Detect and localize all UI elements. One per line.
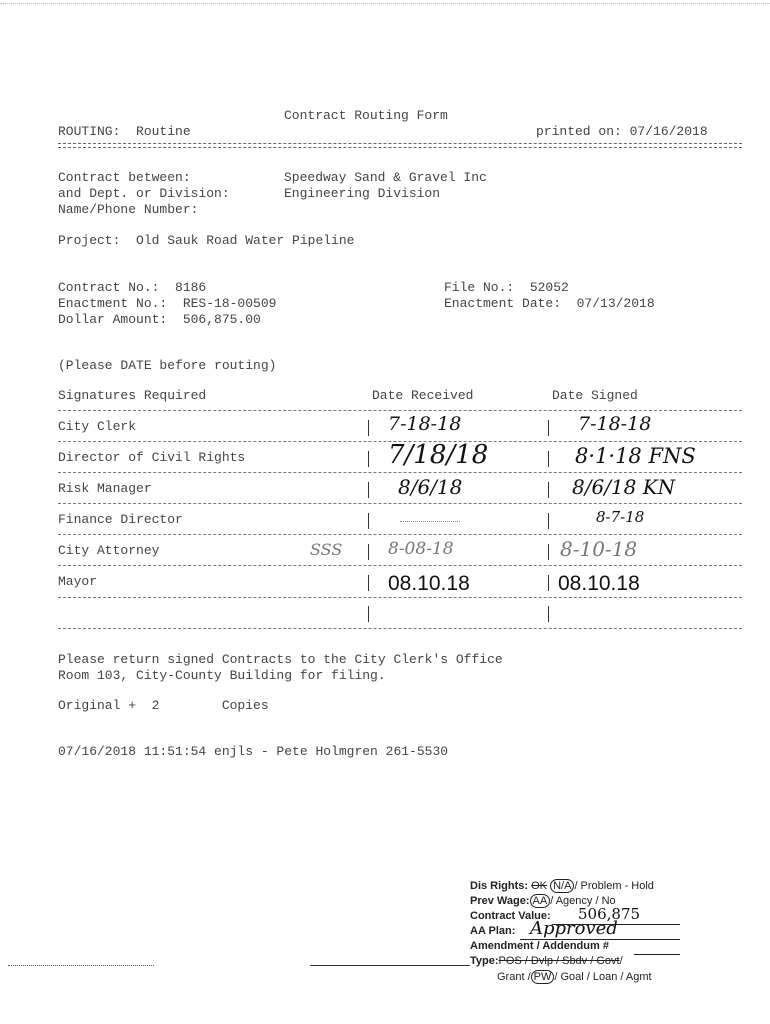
column-separator [548, 606, 549, 622]
division-label: and Dept. or Division: [58, 186, 230, 201]
date-signed-handwritten: 8-10-18 [560, 537, 638, 561]
column-separator [548, 451, 549, 467]
contract-between-value: Speedway Sand & Gravel Inc [284, 170, 487, 185]
bottom-left-line [8, 965, 154, 966]
file-number: File No.: 52052 [444, 280, 569, 295]
received-stamp-faint [400, 521, 460, 527]
initials-faint: SSS [310, 540, 343, 559]
column-separator [548, 544, 549, 560]
routing-type: ROUTING: Routine [58, 124, 191, 139]
col-signatures: Signatures Required [58, 388, 207, 403]
project-line: Project: Old Sauk Road Water Pipeline [58, 233, 355, 248]
row-divider [58, 472, 742, 473]
date-received-handwritten: 7/18/18 [388, 440, 489, 470]
amendment-line [470, 940, 609, 952]
contract-value-handwritten: 506,875 [578, 905, 641, 923]
dis-ok: OK [531, 880, 548, 892]
grant-line [497, 971, 652, 983]
column-separator [368, 606, 369, 622]
column-separator [368, 420, 369, 436]
dis-na-circled: N/A [550, 879, 574, 893]
amendment-underline [634, 954, 680, 955]
row-divider [58, 503, 742, 504]
contract-number: Contract No.: 8186 [58, 280, 207, 295]
return-instructions-1: Please return signed Contracts to the City Clerk's Office [58, 652, 503, 667]
role-label: City Clerk [58, 419, 137, 434]
role-label: Risk Manager [58, 481, 152, 496]
prev-aa-circled: AA [530, 894, 551, 908]
column-separator [368, 451, 369, 467]
type-struck-options: POS / Dvlp / Sbdv / Govt [498, 955, 620, 967]
column-separator [548, 482, 549, 498]
column-separator [368, 513, 369, 529]
type-label: Type: [470, 955, 499, 967]
role-label: Director of Civil Rights [58, 450, 246, 465]
date-signed-handwritten: 8-7-18 [596, 508, 645, 526]
pw-circled: PW [531, 970, 555, 984]
column-separator [548, 513, 549, 529]
name-phone-label: Name/Phone Number: [58, 202, 199, 217]
copies-line: Original + 2 Copies [58, 698, 269, 713]
date-signed-handwritten: 8·1·18 FNS [575, 444, 696, 468]
bottom-center-line [310, 965, 470, 966]
column-separator [368, 575, 369, 591]
printed-date: printed on: 07/16/2018 [536, 124, 708, 139]
column-separator [548, 420, 549, 436]
amendment-label: Amendment / Addendum # [470, 940, 609, 952]
aa-plan-label: AA Plan: [470, 925, 516, 937]
row-divider [58, 565, 742, 566]
enactment-date: Enactment Date: 07/13/2018 [444, 296, 655, 311]
contract-between-label: Contract between: [58, 170, 191, 185]
date-signed-handwritten: 8/6/18 KN [572, 475, 676, 499]
print-footer: 07/16/2018 11:51:54 enjls - Pete Holmgren 261-5530 [58, 744, 449, 759]
role-label: Mayor [58, 574, 98, 589]
header-divider [58, 143, 742, 148]
prev-wage-label: Prev Wage: [470, 895, 530, 907]
enactment-number: Enactment No.: RES-18-00509 [58, 296, 277, 311]
grant-option: Grant / [497, 971, 531, 983]
date-received-handwritten: 08.10.18 [388, 572, 470, 595]
date-signed-handwritten: 7-18-18 [578, 413, 652, 435]
scan-edge-line [0, 3, 770, 4]
date-note: (Please DATE before routing) [58, 358, 277, 373]
dollar-amount: Dollar Amount: 506,875.00 [58, 312, 261, 327]
column-separator [368, 482, 369, 498]
role-label: Finance Director [58, 512, 183, 527]
row-divider [58, 628, 742, 629]
col-date-signed: Date Signed [552, 388, 638, 403]
date-received-handwritten: 7-18-18 [388, 413, 462, 435]
aa-plan-line [470, 925, 515, 937]
date-signed-handwritten: 08.10.18 [558, 572, 640, 595]
division-value: Engineering Division [284, 186, 441, 201]
type-line [470, 955, 623, 967]
grant-rest: / Goal / Loan / Agmt [554, 971, 652, 983]
col-date-received: Date Received [372, 388, 474, 403]
row-divider [58, 597, 742, 598]
dis-rights-line [470, 880, 654, 892]
row-divider [58, 534, 742, 535]
table-header-divider [58, 410, 742, 411]
contract-value-label: Contract Value: [470, 910, 551, 922]
prev-rest: / Agency / No [550, 895, 616, 907]
type-rest: / [619, 955, 623, 967]
column-separator [368, 544, 369, 560]
date-received-handwritten: 8-08-18 [388, 539, 454, 559]
aa-plan-handwritten: Approved [530, 918, 618, 939]
dis-rest: / Problem - Hold [574, 880, 654, 892]
date-received-handwritten: 8/6/18 [398, 475, 463, 499]
role-label: City Attorney [58, 543, 160, 558]
column-separator [548, 575, 549, 591]
dis-rights-label: Dis Rights: [470, 880, 529, 892]
return-instructions-2: Room 103, City-County Building for filing. [58, 668, 386, 683]
form-title: Contract Routing Form [284, 108, 448, 123]
